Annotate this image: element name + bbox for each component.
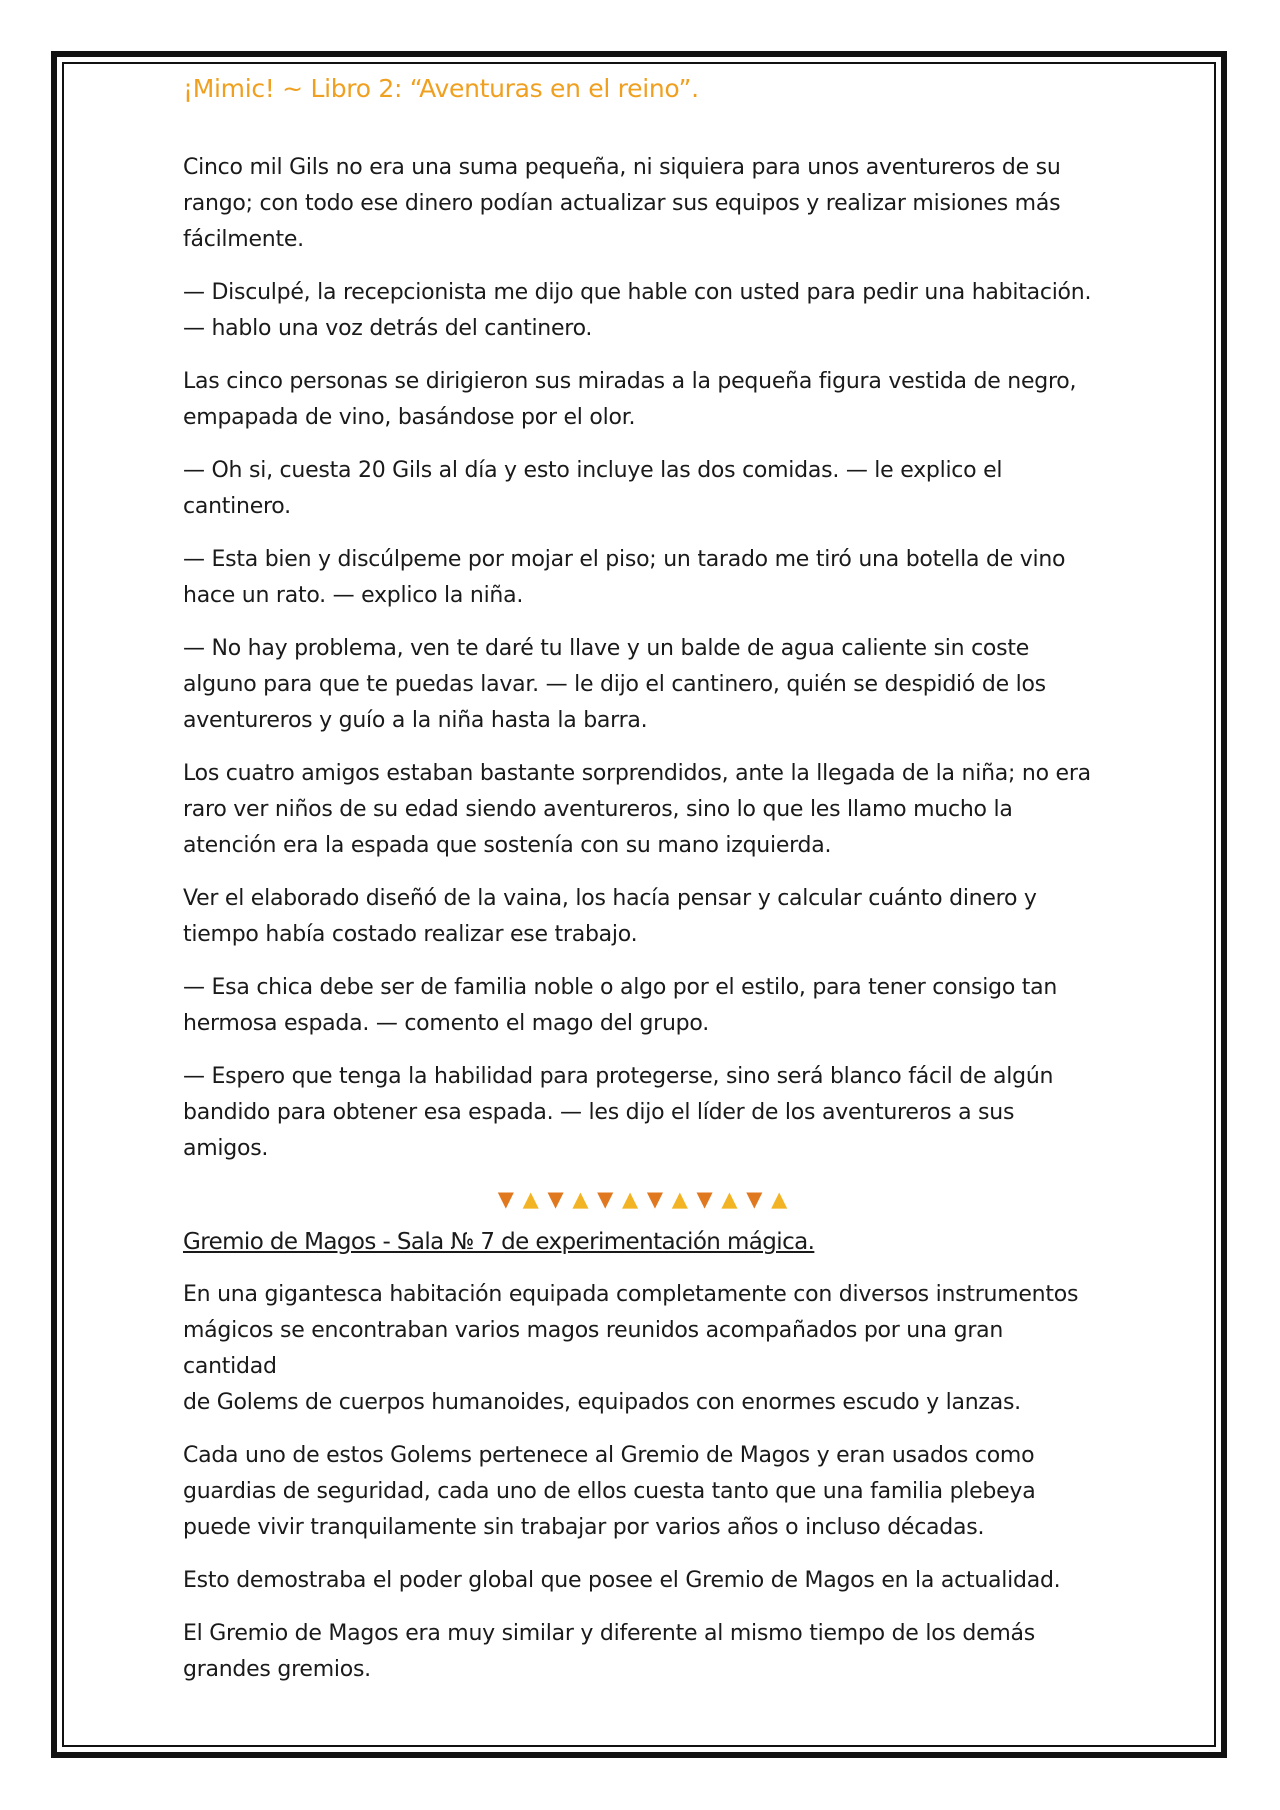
paragraph: — Espero que tenga la habilidad para protegerse, sino será blanco fácil de algún bandido para obtener esa espada. — les dijo el líder de los aventureros a sus amigos. [183,1064,1054,1161]
paragraph: — Esa chica debe ser de familia noble o algo por el estilo, para tener consigo tan hermosa espada. — comento el mago del grupo. [183,975,1058,1036]
triangle-down-icon: ▼ [547,1187,565,1211]
triangle-down-icon: ▼ [646,1187,664,1211]
paragraph: En una gigantesca habitación equipada completamente con diversos instrumentos mágicos se encontraban varios magos reunidos acompañados por una gran cantidad de Golems de cuerpos humanoides, equipados con enormes escudo y lanzas. [183,1282,1079,1415]
paragraph: Cada uno de estos Golems pertenece al Gremio de Magos y eran usados como guardias de seguridad, cada uno de ellos cuesta tanto que una familia plebeya puede vivir tranquilamente sin trabajar por varios años o incluso décadas. [183,1443,1036,1540]
triangle-up-icon: ▲ [622,1187,640,1211]
triangle-up-icon: ▲ [721,1187,739,1211]
triangle-up-icon: ▲ [671,1187,689,1211]
scene-separator [183,1184,1103,1214]
paragraph: Esto demostraba el poder global que posee el Gremio de Magos en la actualidad. [183,1568,1061,1593]
triangle-down-icon: ▼ [597,1187,615,1211]
paragraph: — Esta bien y discúlpeme por mojar el piso; un tarado me tiró una botella de vino hace un rato. — explico la niña. [183,547,1066,608]
triangle-down-icon: ▼ [746,1187,764,1211]
page-body [183,150,1103,1705]
triangle-up-icon: ▲ [522,1187,540,1211]
running-header: ¡Mimic! ~ Libro 2: “Aventuras en el reino”. [183,74,699,103]
triangle-up-icon: ▲ [771,1187,789,1211]
paragraph: — No hay problema, ven te daré tu llave y un balde de agua caliente sin coste alguno para que te puedas lavar. — le dijo el cantinero, quién se despidió de los aventureros y guío a la niña hasta la barra. [183,636,1046,733]
triangle-down-icon: ▼ [696,1187,714,1211]
triangle-up-icon: ▲ [572,1187,590,1211]
paragraph: — Disculpé, la recepcionista me dijo que hable con usted para pedir una habitación. — hablo una voz detrás del cantinero. [183,280,1092,341]
paragraph: El Gremio de Magos era muy similar y diferente al mismo tiempo de los demás grandes gremios. [183,1621,1035,1682]
paragraph: Las cinco personas se dirigieron sus miradas a la pequeña figura vestida de negro, empapada de vino, basándose por el olor. [183,369,1077,430]
triangle-down-icon: ▼ [497,1187,515,1211]
paragraph: — Oh si, cuesta 20 Gils al día y esto incluye las dos comidas. — le explico el cantinero. [183,458,1003,519]
paragraph: Cinco mil Gils no era una suma pequeña, ni siquiera para unos aventureros de su rango; con todo ese dinero podían actualizar sus equipos y realizar misiones más fácilmente. [183,155,1061,252]
paragraph: Ver el elaborado diseñó de la vaina, los hacía pensar y calcular cuánto dinero y tiempo había costado realizar ese trabajo. [183,886,1037,947]
paragraph: Los cuatro amigos estaban bastante sorprendidos, ante la llegada de la niña; no era raro ver niños de su edad siendo aventureros, sino lo que les llamo mucho la atención era la espada que sostenía con su mano izquierda. [183,761,1091,858]
section-heading: Gremio de Magos - Sala № 7 de experimentación mágica. [183,1229,815,1255]
